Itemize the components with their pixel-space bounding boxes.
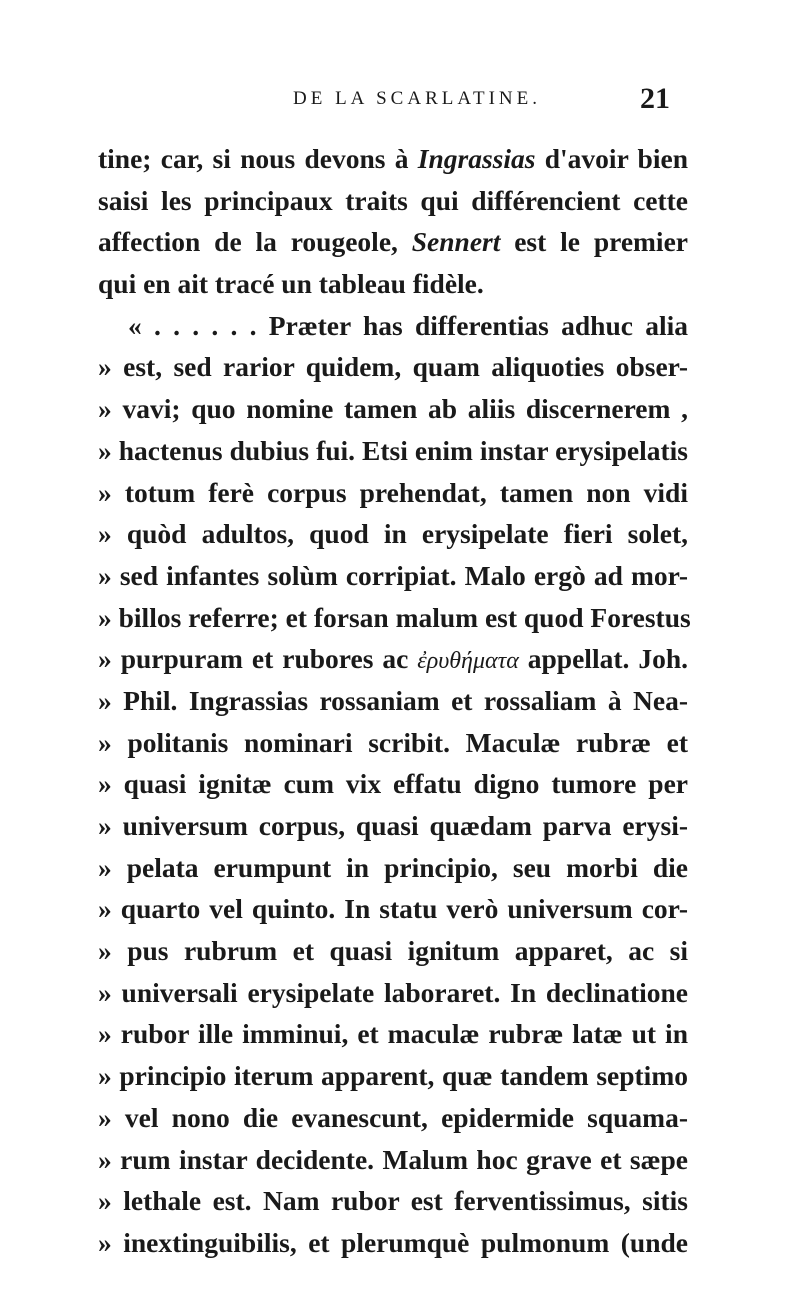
quote-line: » rum instar decidente. Malum hoc grave et sæpe (98, 1143, 688, 1175)
page-number: 21 (640, 82, 670, 115)
quote-line: » politanis nominari scribit. Maculæ rubræ et (98, 726, 688, 758)
running-title: DE LA SCARLATINE. (293, 88, 541, 109)
text-line: saisi les principaux traits qui différencient cette (98, 184, 688, 216)
quote-line: » pelata erumpunt in principio, seu morbi die (98, 851, 688, 883)
quote-line: » rubor ille imminui, et maculæ rubræ latæ ut in (98, 1018, 688, 1050)
quote-line: » hactenus dubius fui. Etsi enim instar erysipelatis (98, 434, 688, 466)
quote-line: » vavi; quo nomine tamen ab aliis discernerem , (98, 393, 688, 425)
text-line: qui en ait tracé un tableau fidèle. (98, 268, 484, 300)
quote-line: » sed infantes solùm corripiat. Malo ergò ad mor- (98, 559, 688, 591)
quote-line: » vel nono die evanescunt, epidermide squama- (98, 1101, 688, 1133)
quote-line: » billos referre; et forsan malum est quod Forestus (98, 601, 691, 633)
body-text (98, 138, 691, 1264)
quote-line: » quòd adultos, quod in erysipelate fieri solet, (98, 518, 688, 550)
quote-line: » lethale est. Nam rubor est ferventissimus, sitis (98, 1185, 688, 1217)
quote-line: » est, sed rarior quidem, quam aliquoties obser- (98, 351, 688, 383)
quote-line: » Phil. Ingrassias rossaniam et rossaliam à Nea- (98, 684, 688, 716)
quote-line: « . . . . . . Præter has differentias adhuc alia (128, 309, 688, 341)
quote-line: » quasi ignitæ cum vix effatu digno tumore per (98, 768, 688, 800)
quote-line: » principio iterum apparent, quæ tandem septimo (98, 1060, 688, 1092)
quote-line: » universum corpus, quasi quædam parva erysi- (98, 810, 688, 841)
quote-line: » totum ferè corpus prehendat, tamen non vidi (98, 476, 688, 508)
quote-line: » inextinguibilis, et plerumquè pulmonum (unde (98, 1226, 688, 1258)
text-line: tine; car, si nous devons à Ingrassias d'avoir bien (98, 143, 688, 174)
quote-line: » universali erysipelate laboraret. In declinatione (98, 976, 688, 1008)
quote-line: » purpuram et rubores ac ἐρυθήματα appellat. Joh. (98, 643, 688, 675)
quote-line: » pus rubrum et quasi ignitum apparet, ac si (98, 935, 688, 967)
text-line: affection de la rougeole, Sennert est le premier (98, 226, 688, 258)
running-head (0, 82, 800, 122)
quote-line: » quarto vel quinto. In statu verò universum cor- (98, 893, 688, 925)
